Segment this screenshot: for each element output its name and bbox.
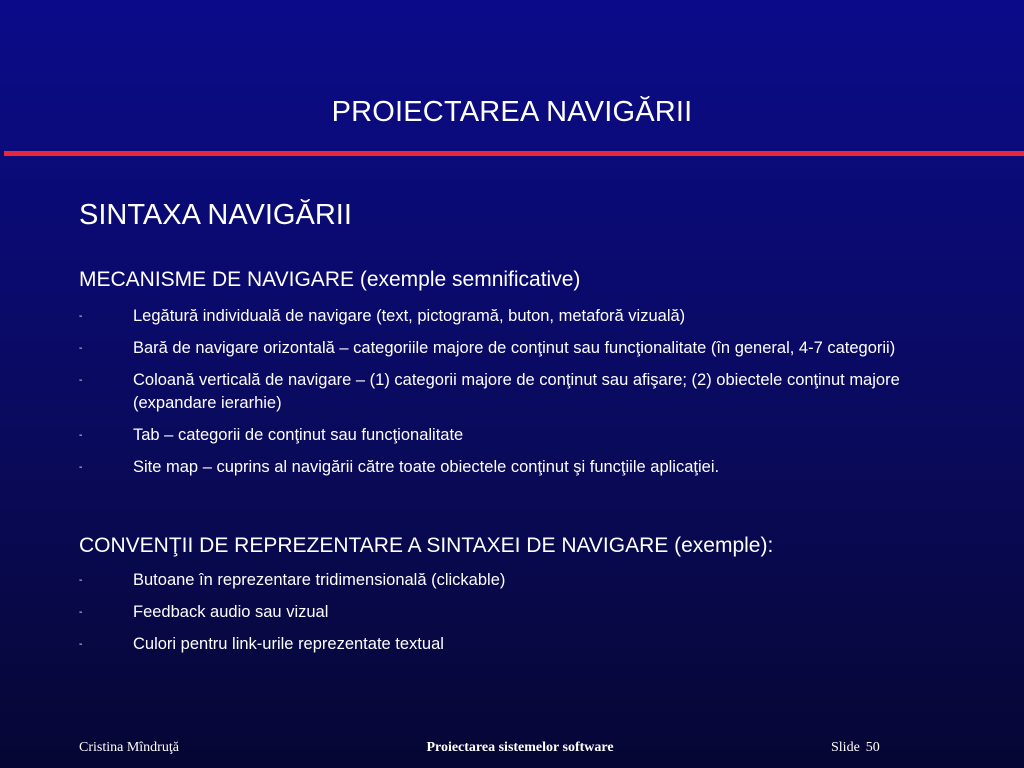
list-item	[79, 456, 979, 479]
list-item-text: Feedback audio sau vizual	[133, 603, 329, 621]
bullet-dash: -	[79, 462, 83, 473]
slide-number: 50	[865, 740, 880, 755]
list-item	[79, 369, 979, 415]
list-item-text: Butoane în reprezentare tridimensională (clickable)	[133, 571, 506, 589]
conventions-heading: CONVENŢII DE REPREZENTARE A SINTAXEI DE NAVIGARE (exemple):	[79, 534, 774, 557]
list-item	[79, 601, 979, 624]
footer-course-title: Proiectarea sistemelor software	[426, 740, 614, 755]
section-heading: SINTAXA NAVIGĂRII	[79, 199, 352, 231]
bullet-dash: -	[79, 607, 83, 618]
list-item-text: Site map – cuprins al navigării către toate obiectele conţinut şi funcţiile aplicaţiei.	[133, 458, 720, 476]
bullet-dash: -	[79, 375, 83, 386]
list-item	[79, 569, 979, 592]
bullet-dash: -	[79, 575, 83, 586]
title-divider	[4, 151, 1024, 156]
mechanisms-list	[79, 305, 979, 488]
list-item-text: Coloană verticală de navigare – (1) categorii majore de conţinut sau afişare; (2) obiectele conţinut majore (expandare ierarhie)	[133, 371, 900, 412]
list-item	[79, 633, 979, 656]
list-item-text: Legătură individuală de navigare (text, pictogramă, buton, metaforă vizuală)	[133, 307, 686, 325]
bullet-dash: -	[79, 343, 83, 354]
list-item-text: Tab – categorii de conţinut sau funcţionalitate	[133, 426, 464, 444]
slide-label: Slide	[831, 740, 860, 755]
list-item	[79, 337, 979, 360]
conventions-list	[79, 569, 979, 665]
list-item	[79, 305, 979, 328]
mechanisms-heading: MECANISME DE NAVIGARE (exemple semnificative)	[79, 268, 581, 291]
slide-title: PROIECTAREA NAVIGĂRII	[331, 96, 693, 128]
bullet-dash: -	[79, 311, 83, 322]
footer-slide-number	[831, 738, 880, 758]
bullet-dash: -	[79, 639, 83, 650]
list-item-text: Bară de navigare orizontală – categoriile majore de conţinut sau funcţionalitate (în general, 4-7 categorii)	[133, 339, 896, 357]
bullet-dash: -	[79, 430, 83, 441]
list-item	[79, 424, 979, 447]
list-item-text: Culori pentru link-urile reprezentate textual	[133, 635, 444, 653]
footer-author: Cristina Mîndruţă	[79, 740, 179, 755]
